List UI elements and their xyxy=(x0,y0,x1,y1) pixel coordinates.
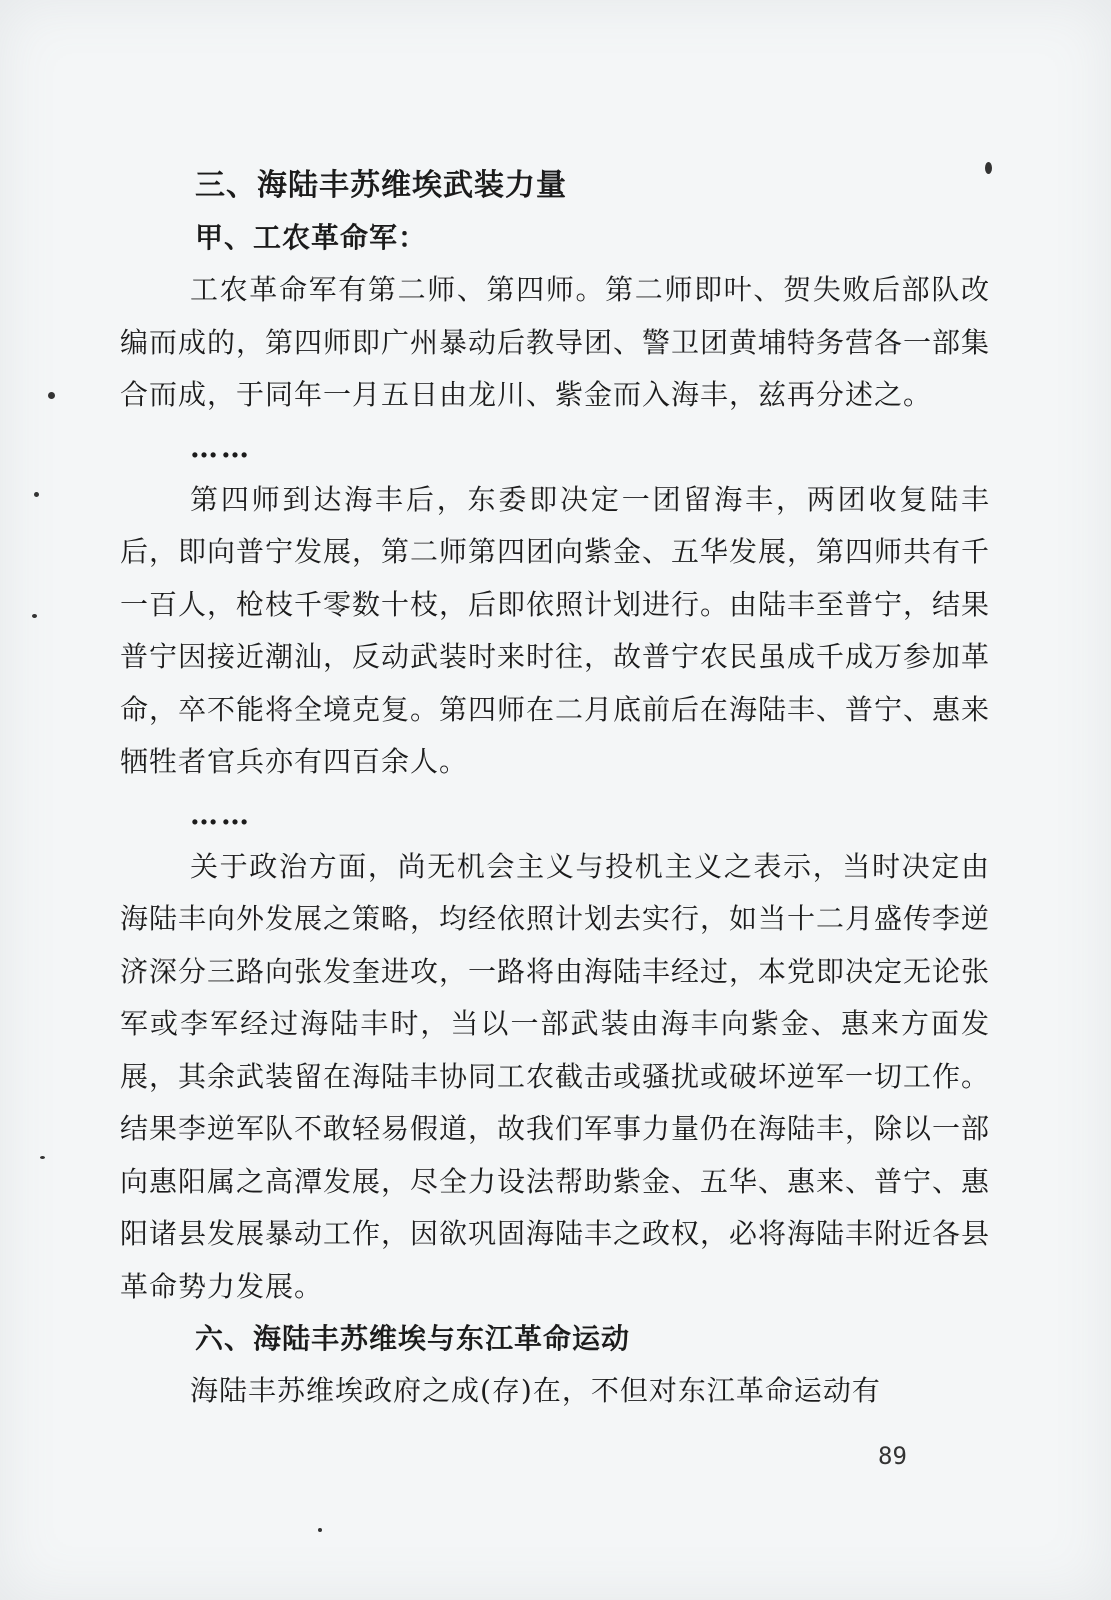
scan-speck xyxy=(34,492,39,497)
scan-speck xyxy=(48,392,55,399)
paragraph-2: 第四师到达海丰后，东委即决定一团留海丰，两团收复陆丰后，即向普宁发展，第二师第四团向紫金、五华发展，第四师共有千一百人，枪枝千零数十枝，后即依照计划进行。由陆丰至普宁，结果普宁因接近潮汕，反动武装时来时往，故普宁农民虽成千成万参加革命，卒不能将全境克复。第四师在二月底前后在海陆丰、普宁、惠来牺牲者官兵亦有四百余人。 xyxy=(120,482,991,778)
section-heading: 三、海陆丰苏维埃武装力量 xyxy=(195,168,567,203)
subsection-heading: 甲、工农革命军： xyxy=(195,221,428,254)
scan-speck xyxy=(985,162,992,174)
ellipsis-2: …… xyxy=(190,797,252,831)
page-number: 89 xyxy=(878,1442,907,1470)
section-heading-2: 六、海陆丰苏维埃与东江革命运动 xyxy=(195,1322,631,1355)
page-body xyxy=(120,160,990,1418)
scan-speck xyxy=(40,1156,45,1159)
scan-speck xyxy=(318,1528,322,1532)
paragraph-4: 海陆丰苏维埃政府之成(存)在，不但对东江革命运动有 xyxy=(190,1374,881,1407)
paragraph-1: 工农革命军有第二师、第四师。第二师即叶、贺失败后部队改编而成的，第四师即广州暴动后教导团、警卫团黄埔特务营各一部集合而成，于同年一月五日由龙川、紫金而入海丰，兹再分述之。 xyxy=(120,273,991,411)
ellipsis-1: …… xyxy=(190,430,252,464)
paragraph-3: 关于政治方面，尚无机会主义与投机主义之表示，当时决定由海陆丰向外发展之策略，均经依照计划去实行，如当十二月盛传李逆济深分三路向张发奎进攻，一路将由海陆丰经过，本党即决定无论张军或李军经过海陆丰时，当以一部武装由海丰向紫金、惠来方面发展，其余武装留在海陆丰协同工农截击或骚扰或破坏逆军一切工作。结果李逆军队不敢轻易假道，故我们军事力量仍在海陆丰，除以一部向惠阳属之高潭发展，尽全力设法帮助紫金、五华、惠来、普宁、惠阳诸县发展暴动工作，因欲巩固海陆丰之政权，必将海陆丰附近各县革命势力发展。 xyxy=(120,849,991,1303)
scan-speck xyxy=(32,614,37,618)
